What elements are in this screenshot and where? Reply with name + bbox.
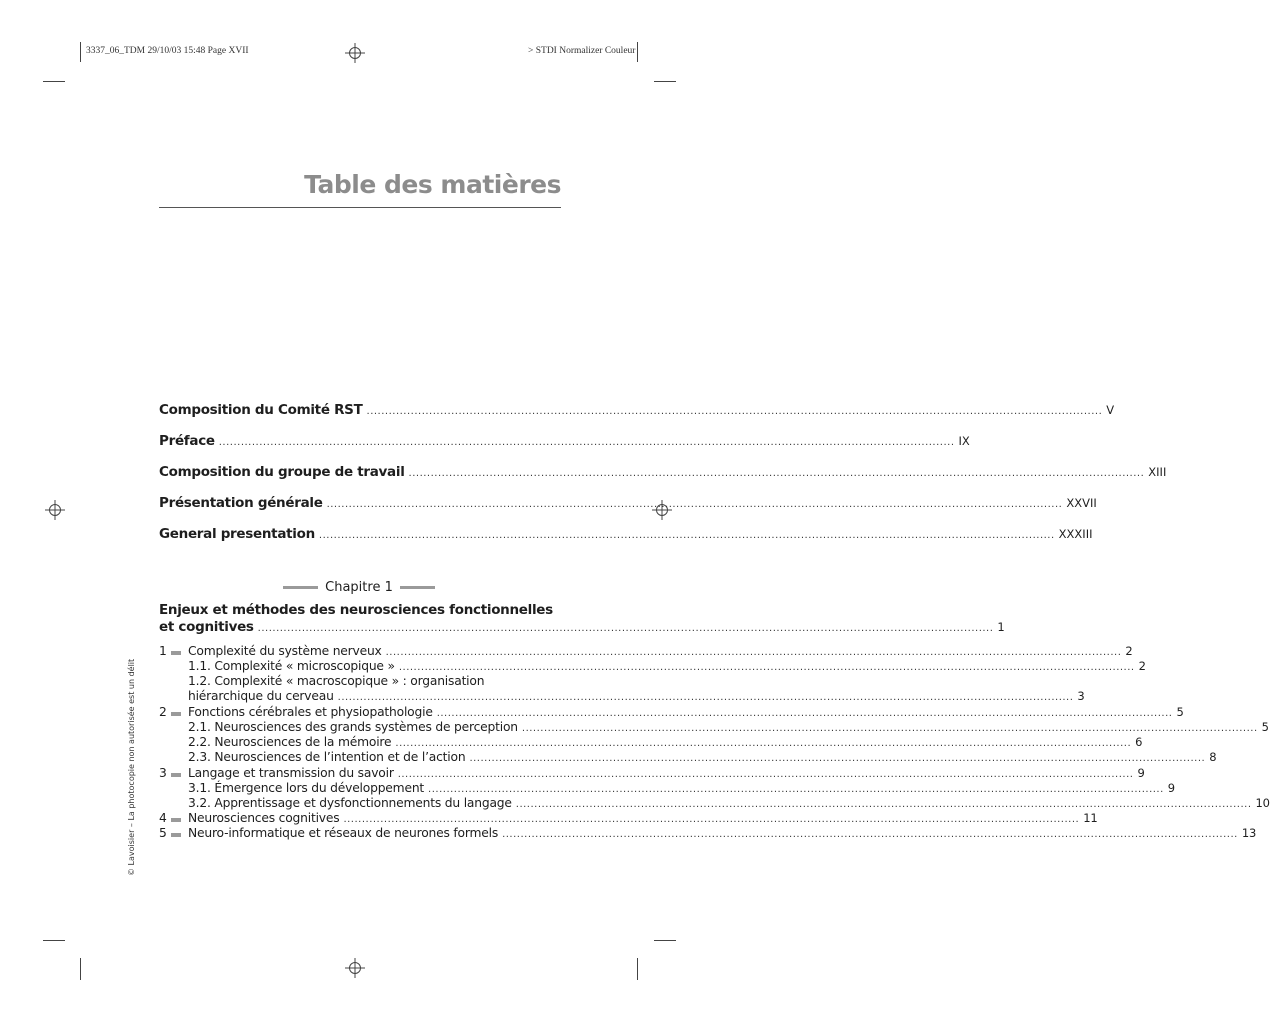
- section-entry: [188, 644, 1133, 659]
- chapter-label: Chapitre 1: [325, 579, 393, 595]
- subsection-entry: [188, 689, 1085, 704]
- section-bullet: [171, 712, 181, 716]
- section-number: 1: [159, 644, 167, 658]
- section-label: Langage et transmission du savoir: [188, 766, 394, 780]
- toc-leader-dots: ........................................................................................................................................................................................................: [436, 708, 1173, 719]
- section-number: 4: [159, 811, 167, 825]
- section-number: 3: [159, 766, 167, 780]
- section-bullet: [171, 773, 181, 777]
- title-rule: [159, 207, 561, 208]
- toc-leader-dots: ........................................................................................................................................................................................................: [502, 829, 1238, 840]
- subsection-page: 10: [1255, 796, 1270, 810]
- chapter-page: 1: [997, 620, 1005, 634]
- toc-leader-dots: ........................................................................................................................................................................................................: [385, 647, 1122, 658]
- crop-mark: [80, 958, 81, 980]
- subsection-entry: [188, 781, 1175, 796]
- slug-right: > STDI Normalizer Couleur: [528, 46, 636, 56]
- crop-mark: [43, 940, 65, 941]
- toc-entry-front: [159, 402, 1115, 420]
- section-label: Neuro-informatique et réseaux de neurones formels: [188, 826, 499, 840]
- subsection-label: hiérarchique du cerveau: [188, 689, 334, 703]
- toc-entry-page: V: [1106, 403, 1115, 417]
- toc-leader-dots: ........................................................................................................................................................................................................: [366, 406, 1103, 417]
- toc-leader-dots: ........................................................................................................................................................................................................: [428, 784, 1164, 795]
- toc-entry-page: XIII: [1148, 465, 1167, 479]
- registration-mark-icon: [45, 500, 65, 520]
- registration-mark-icon: [345, 43, 365, 63]
- section-bullet: [171, 818, 181, 822]
- toc-entry-label: Présentation générale: [159, 495, 323, 511]
- toc-leader-dots: ........................................................................................................................................................................................................: [408, 468, 1145, 479]
- toc-entry-page: IX: [958, 434, 970, 448]
- subsection-label: 3.2. Apprentissage et dysfonctionnements du langage: [188, 796, 512, 810]
- chapter-heading: [283, 578, 435, 596]
- toc-entry-label: General presentation: [159, 526, 315, 542]
- crop-mark: [637, 958, 638, 980]
- subsection-label: 2.3. Neurosciences de l’intention et de l’action: [188, 750, 466, 764]
- toc-leader-dots: ........................................................................................................................................................................................................: [218, 437, 955, 448]
- chapter-title-line2: [159, 619, 1005, 637]
- section-label: Complexité du système nerveux: [188, 644, 382, 658]
- section-entry: [188, 811, 1098, 826]
- chapter-bar: [283, 586, 318, 589]
- section-page: 5: [1176, 705, 1184, 719]
- toc-entry-label: Composition du groupe de travail: [159, 464, 405, 480]
- toc-entry-label: Préface: [159, 433, 215, 449]
- section-label: Neurosciences cognitives: [188, 811, 340, 825]
- toc-entry-page: XXVII: [1066, 496, 1097, 510]
- toc-leader-dots: ........................................................................................................................................................................................................: [343, 814, 1080, 825]
- subsection-entry: [188, 735, 1143, 750]
- registration-mark-icon: [345, 958, 365, 978]
- crop-mark: [654, 940, 676, 941]
- crop-mark: [43, 81, 65, 82]
- subsection-entry: [188, 659, 1146, 674]
- toc-entry-label: Composition du Comité RST: [159, 402, 363, 418]
- subsection-page: 9: [1167, 781, 1175, 795]
- toc-leader-dots: ........................................................................................................................................................................................................: [521, 723, 1258, 734]
- toc-entry-page: XXXIII: [1058, 527, 1093, 541]
- subsection-page: 5: [1261, 720, 1269, 734]
- toc-entry-front: [159, 464, 1167, 482]
- toc-entry-front: [159, 526, 1093, 544]
- section-page: 9: [1137, 766, 1145, 780]
- subsection-label: 1.2. Complexité « macroscopique » : organisation: [188, 674, 485, 688]
- toc-entry-front: [159, 495, 1097, 513]
- toc-leader-dots: ........................................................................................................................................................................................................: [326, 499, 1063, 510]
- section-number: 5: [159, 826, 167, 840]
- section-entry: [188, 705, 1184, 720]
- subsection-page: 2: [1138, 659, 1146, 673]
- page-title: Table des matières: [304, 170, 561, 199]
- section-bullet: [171, 651, 181, 655]
- subsection-entry: [188, 750, 1217, 765]
- slug-left: 3337_06_TDM 29/10/03 15:48 Page XVII: [86, 46, 249, 56]
- chapter-title: Enjeux et méthodes des neurosciences fonctionnelles: [159, 602, 553, 618]
- crop-mark: [80, 42, 81, 62]
- toc-leader-dots: ........................................................................................................................................................................................................: [395, 738, 1132, 749]
- subsection-page: 3: [1077, 689, 1085, 703]
- section-number: 2: [159, 705, 167, 719]
- section-entry: [188, 766, 1145, 781]
- subsection-page: 6: [1135, 735, 1143, 749]
- chapter-title-label: et cognitives: [159, 619, 254, 635]
- subsection-entry: [188, 720, 1269, 735]
- section-entry: [188, 826, 1257, 841]
- toc-leader-dots: ........................................................................................................................................................................................................: [515, 799, 1252, 810]
- subsection-entry: [188, 796, 1270, 811]
- toc-leader-dots: ........................................................................................................................................................................................................: [318, 530, 1055, 541]
- subsection-label: 2.1. Neurosciences des grands systèmes de perception: [188, 720, 518, 734]
- chapter-bar: [400, 586, 435, 589]
- section-bullet: [171, 833, 181, 837]
- section-page: 13: [1241, 826, 1257, 840]
- crop-mark: [654, 81, 676, 82]
- toc-leader-dots: ........................................................................................................................................................................................................: [397, 769, 1134, 780]
- copyright-notice: © Lavoisier – La photocopie non autorisée est un délit: [127, 658, 136, 876]
- toc-leader-dots: ........................................................................................................................................................................................................: [337, 692, 1074, 703]
- toc-leader-dots: ........................................................................................................................................................................................................: [257, 623, 994, 634]
- toc-leader-dots: ........................................................................................................................................................................................................: [398, 662, 1135, 673]
- section-page: 2: [1125, 644, 1133, 658]
- crop-mark: [637, 42, 638, 62]
- subsection-page: 8: [1209, 750, 1217, 764]
- section-page: 11: [1083, 811, 1098, 825]
- subsection-label: 3.1. Émergence lors du développement: [188, 781, 425, 795]
- subsection-label: 2.2. Neurosciences de la mémoire: [188, 735, 392, 749]
- subsection-label: 1.1. Complexité « microscopique »: [188, 659, 395, 673]
- toc-leader-dots: ........................................................................................................................................................................................................: [469, 753, 1206, 764]
- section-label: Fonctions cérébrales et physiopathologie: [188, 705, 433, 719]
- toc-entry-front: [159, 433, 970, 451]
